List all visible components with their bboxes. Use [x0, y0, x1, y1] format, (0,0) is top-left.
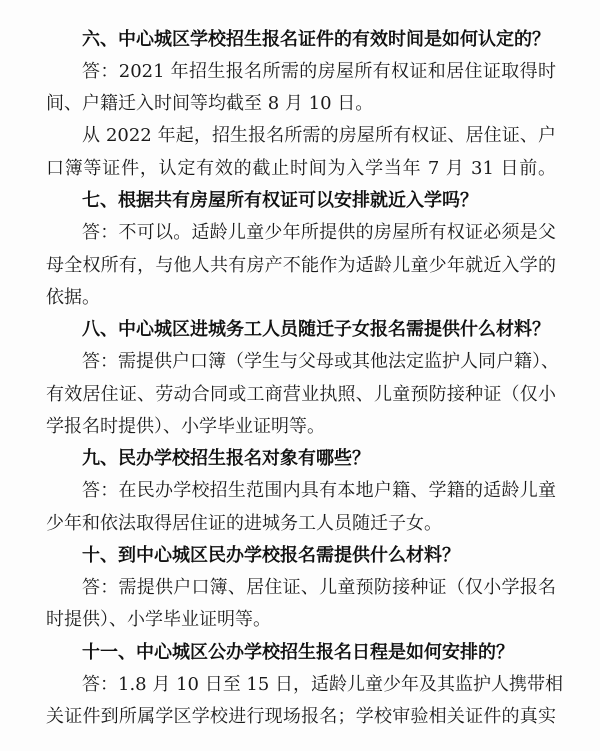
- answer-line: 答：1.8 月 10 日至 15 日，适龄儿童少年及其监护人携带相: [82, 674, 564, 695]
- answer-line: 有效居住证、劳动合同或工商营业执照、儿童预防接种证（仅小: [46, 384, 556, 405]
- question-heading-8: 八、中心城区进城务工人员随迁子女报名需提供什么材料？: [82, 319, 550, 340]
- answer-line: 答：在民办学校招生范围内具有本地户籍、学籍的适龄儿童: [82, 480, 556, 501]
- answer-line: 关证件到所属学区学校进行现场报名；学校审验相关证件的真实: [46, 706, 556, 727]
- question-heading-11: 十一、中心城区公办学校招生报名日程是如何安排的？: [82, 642, 514, 663]
- answer-line: 答：需提供户口簿、居住证、儿童预防接种证（仅小学报名: [82, 577, 556, 598]
- answer-line: 从 2022 年起，招生报名所需的房屋所有权证、居住证、户: [82, 125, 556, 146]
- question-heading-9: 九、民办学校招生报名对象有哪些？: [82, 448, 370, 469]
- answer-line: 答：需提供户口簿（学生与父母或其他法定监护人同户籍）、: [82, 351, 559, 372]
- answer-line: 答：2021 年招生报名所需的房屋所有权证和居住证取得时: [82, 61, 556, 82]
- answer-line: 学报名时提供）、小学毕业证明等。: [46, 416, 325, 437]
- answer-line: 间、户籍迁入时间等均截至 8 月 10 日。: [46, 93, 374, 114]
- answer-line: 依据。: [46, 287, 100, 308]
- answer-line: 答：不可以。适龄儿童少年所提供的房屋所有权证必须是父: [82, 222, 556, 243]
- question-heading-10: 十、到中心城区民办学校报名需提供什么材料？: [82, 545, 460, 566]
- answer-line: 少年和依法取得居住证的进城务工人员随迁子女。: [46, 513, 442, 534]
- answer-line: 时提供）、小学毕业证明等。: [46, 609, 271, 630]
- answer-line: 母全权所有，与他人共有房产不能作为适龄儿童少年就近入学的: [46, 255, 556, 276]
- answer-line: 口簿等证件，认定有效的截止时间为入学当年 7 月 31 日前。: [46, 158, 556, 179]
- question-heading-6: 六、中心城区学校招生报名证件的有效时间是如何认定的？: [82, 29, 550, 50]
- question-heading-7: 七、根据共有房屋所有权证可以安排就近入学吗？: [82, 190, 478, 211]
